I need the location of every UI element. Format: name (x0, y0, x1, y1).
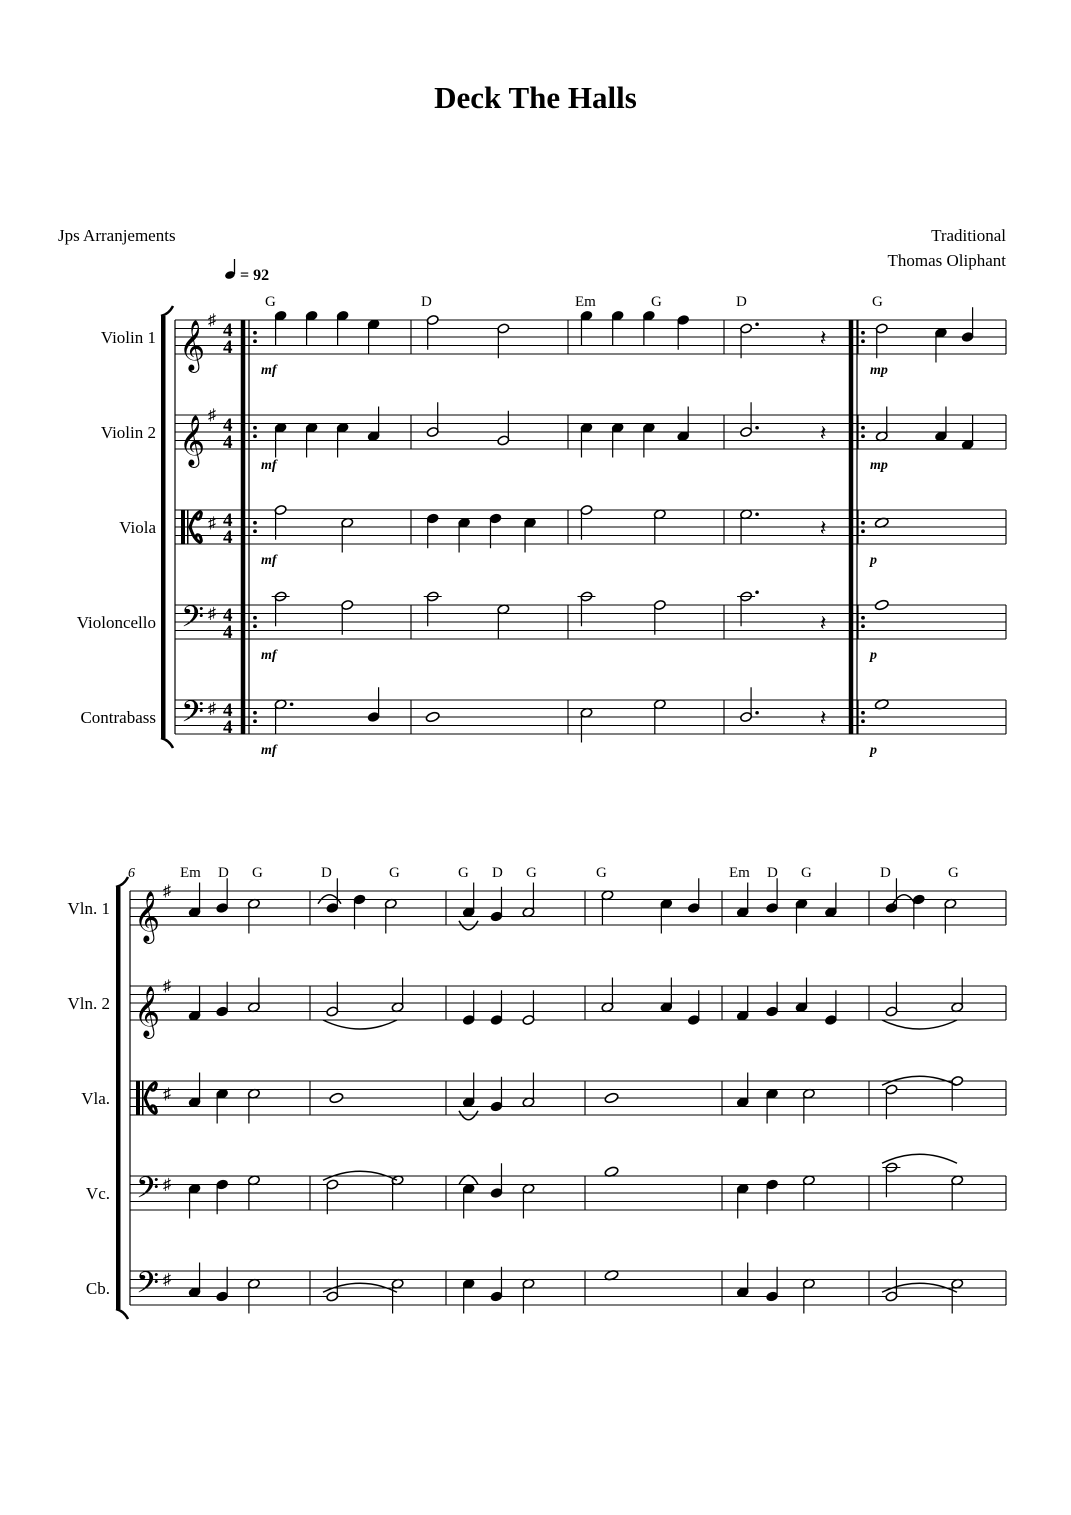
note (653, 599, 666, 634)
note (367, 687, 380, 722)
note (522, 1278, 535, 1313)
treble-clef-icon: 𝄞 (179, 416, 206, 465)
note (426, 314, 439, 349)
staff-4 (77, 590, 1006, 643)
repeat-dot (861, 711, 865, 715)
note (424, 591, 442, 626)
instrument-label: Violoncello (76, 613, 156, 632)
note (336, 422, 349, 457)
note (935, 407, 948, 442)
note (580, 422, 593, 457)
note (490, 1077, 503, 1112)
note (367, 407, 380, 442)
note (580, 504, 593, 539)
repeat-dot (861, 434, 865, 438)
note (329, 1092, 344, 1104)
time-sig-bottom: 4 (223, 337, 233, 358)
staff-5 (80, 687, 1006, 742)
note (912, 894, 925, 929)
bass-clef-icon: 𝄢 (136, 1266, 160, 1307)
note (462, 1073, 475, 1108)
instrument-label: Vla. (81, 1089, 110, 1108)
note (577, 591, 595, 626)
key-sharp-icon: ♯ (208, 700, 216, 718)
rest-icon: 𝄽 (819, 610, 827, 636)
time-sig-top: 4 (223, 415, 233, 436)
note (216, 1179, 229, 1214)
note (490, 1163, 503, 1198)
note (367, 319, 380, 354)
note (188, 1183, 201, 1218)
note (497, 604, 510, 639)
note (326, 982, 339, 1017)
note (188, 986, 201, 1021)
bracket-bottom (116, 1309, 128, 1319)
note (642, 422, 655, 457)
note (462, 1183, 475, 1218)
note (391, 1278, 404, 1313)
time-sig-top: 4 (223, 605, 233, 626)
dynamic-marking: mf (261, 743, 277, 758)
dynamic-marking: mf (261, 458, 277, 473)
note (426, 513, 439, 548)
note (875, 323, 888, 358)
key-sharp-icon: ♯ (208, 605, 216, 623)
note (736, 1183, 749, 1218)
note (802, 1175, 815, 1210)
repeat-dot (253, 339, 257, 343)
note (522, 883, 535, 918)
note (247, 1278, 260, 1313)
chord-symbol: G (651, 294, 662, 310)
dynamic-marking: p (870, 648, 877, 663)
staff-2 (68, 978, 1007, 1040)
note (802, 1278, 815, 1313)
note (426, 402, 439, 437)
quarter-rest (820, 516, 827, 541)
repeat-dot (861, 521, 865, 525)
time-sig-top: 4 (223, 700, 233, 721)
note (736, 986, 749, 1021)
arranger-credit: Jps Arranjements (58, 226, 176, 245)
chord-symbol: D (880, 865, 891, 881)
key-sharp-icon: ♯ (163, 1176, 171, 1194)
note (802, 1088, 815, 1123)
time-sig-bottom: 4 (223, 432, 233, 453)
note (216, 878, 229, 913)
repeat-dot (253, 331, 257, 335)
chord-symbol: G (252, 865, 263, 881)
note (490, 887, 503, 922)
note (951, 1175, 964, 1210)
measure-number: 6 (128, 866, 135, 881)
staff-3 (119, 504, 1006, 552)
note (188, 1073, 201, 1108)
note (736, 1073, 749, 1108)
dynamic-marking: mp (870, 458, 888, 473)
note (247, 1088, 260, 1123)
note (462, 883, 475, 918)
note (274, 504, 287, 539)
note (795, 978, 808, 1013)
score-title: Deck The Halls (434, 80, 637, 115)
chord-symbol: G (872, 294, 883, 310)
dynamic-marking: p (870, 743, 877, 758)
note (885, 1267, 898, 1302)
chord-symbol: D (218, 865, 229, 881)
note (580, 707, 593, 742)
repeat-dot (253, 711, 257, 715)
quarter-rest (820, 326, 827, 351)
note (935, 327, 948, 362)
bass-clef-icon: 𝄢 (181, 600, 205, 641)
chord-symbol: G (458, 865, 469, 881)
note (490, 1267, 503, 1302)
note (580, 310, 593, 345)
note (766, 1179, 779, 1214)
note (882, 1162, 900, 1197)
instrument-label: Cb. (85, 1279, 110, 1298)
dynamic-marking: mf (261, 648, 277, 663)
system-bracket (116, 887, 121, 1309)
note (885, 982, 898, 1017)
note (885, 878, 898, 913)
note (353, 894, 366, 929)
note (677, 314, 690, 349)
staff-5 (86, 1263, 1006, 1314)
bracket-top (161, 306, 173, 316)
key-sharp-icon: ♯ (163, 883, 171, 900)
note (737, 590, 759, 626)
note (874, 599, 889, 611)
note (951, 978, 964, 1013)
note (601, 890, 614, 925)
note (326, 1267, 339, 1302)
note (341, 599, 354, 634)
repeat-dot (861, 339, 865, 343)
bracket-bottom (161, 738, 173, 748)
note (611, 310, 624, 345)
instrument-label: Viola (119, 518, 156, 537)
chord-symbol: Em (180, 865, 201, 881)
slur (459, 1176, 478, 1185)
note (384, 898, 397, 933)
note (462, 1278, 475, 1313)
time-sig-top: 4 (223, 510, 233, 531)
repeat-dot (861, 616, 865, 620)
repeat-dot (861, 529, 865, 533)
treble-clef-icon: 𝄞 (134, 892, 161, 941)
rest-icon: 𝄽 (819, 705, 827, 731)
note (740, 509, 759, 544)
note (687, 878, 700, 913)
chord-symbol: G (596, 865, 607, 881)
chord-symbol: Em (729, 865, 750, 881)
note (795, 898, 808, 933)
note (687, 990, 700, 1025)
note (216, 982, 229, 1017)
note (522, 1073, 535, 1108)
note (740, 322, 759, 358)
dynamic-marking: mf (261, 553, 277, 568)
dynamic-marking: mf (261, 363, 277, 378)
chord-symbol: G (389, 865, 400, 881)
key-sharp-icon: ♯ (163, 978, 171, 995)
note (274, 310, 287, 345)
note (875, 407, 888, 442)
repeat-dot (253, 624, 257, 628)
note (660, 898, 673, 933)
note (961, 307, 974, 342)
time-sig-bottom: 4 (223, 622, 233, 643)
note (490, 990, 503, 1025)
dynamic-marking: mp (870, 363, 888, 378)
instrument-label: Contrabass (80, 708, 156, 727)
note (305, 422, 318, 457)
system-1 (77, 294, 1006, 758)
note (274, 699, 293, 734)
key-sharp-icon: ♯ (208, 312, 216, 329)
note (247, 978, 260, 1013)
repeat-dot (253, 426, 257, 430)
note (305, 310, 318, 345)
note (766, 878, 779, 913)
note (391, 1175, 404, 1210)
system-2 (68, 865, 1007, 1319)
time-sig-bottom: 4 (223, 527, 233, 548)
note (611, 422, 624, 457)
note (660, 978, 673, 1013)
repeat-dot (253, 616, 257, 620)
instrument-label: Vc. (85, 1184, 110, 1203)
time-sig-bottom: 4 (223, 717, 233, 738)
note (522, 990, 535, 1025)
chord-symbol: D (492, 865, 503, 881)
staff-4 (86, 1162, 1006, 1219)
slur (882, 1020, 957, 1029)
note (274, 422, 287, 457)
repeat-dot (861, 331, 865, 335)
chord-symbol: G (265, 294, 276, 310)
note (462, 990, 475, 1025)
note (604, 1092, 619, 1104)
rest-icon: 𝄽 (819, 515, 827, 541)
repeat-dot (861, 719, 865, 723)
chord-symbol: G (948, 865, 959, 881)
repeat-dot (253, 719, 257, 723)
note (736, 883, 749, 918)
chord-symbol: D (421, 294, 432, 310)
slur (882, 1154, 957, 1163)
note (885, 1084, 898, 1119)
key-sharp-icon: ♯ (163, 1085, 171, 1103)
chord-symbol: G (801, 865, 812, 881)
note (188, 1263, 201, 1298)
note (736, 1263, 749, 1298)
repeat-dot (861, 624, 865, 628)
staff-1 (68, 878, 1007, 944)
composer-credit: Traditional (931, 226, 1006, 245)
note (458, 517, 471, 552)
note (425, 711, 440, 723)
note (944, 898, 957, 933)
lyricist-credit: Thomas Oliphant (887, 251, 1006, 270)
note (247, 1175, 260, 1210)
slur (323, 1020, 397, 1029)
instrument-label: Violin 2 (100, 423, 156, 442)
dynamic-marking: p (870, 553, 877, 568)
note (216, 1267, 229, 1302)
note (216, 1088, 229, 1123)
bass-clef-icon: 𝄢 (181, 695, 205, 736)
note (766, 982, 779, 1017)
note (391, 978, 404, 1013)
chord-symbol: G (526, 865, 537, 881)
note (497, 323, 510, 358)
note (188, 883, 201, 918)
chord-symbol: D (321, 865, 332, 881)
rest-icon: 𝄽 (819, 420, 827, 446)
music-systems (68, 294, 1007, 1319)
note (524, 517, 537, 552)
note (601, 978, 614, 1013)
note (522, 1183, 535, 1218)
bass-clef-icon: 𝄢 (136, 1171, 160, 1212)
quarter-rest (820, 706, 827, 731)
chord-symbol: Em (575, 294, 596, 310)
instrument-label: Vln. 1 (67, 899, 110, 918)
note (766, 1267, 779, 1302)
note (642, 310, 655, 345)
repeat-dot (253, 434, 257, 438)
time-sig-top: 4 (223, 320, 233, 341)
rest-icon: 𝄽 (819, 325, 827, 351)
tempo-value: = 92 (240, 267, 270, 284)
chord-symbol: D (736, 294, 747, 310)
note (326, 1179, 339, 1214)
key-sharp-icon: ♯ (208, 514, 216, 532)
treble-clef-icon: 𝄞 (134, 987, 161, 1036)
repeat-dot (253, 529, 257, 533)
instrument-label: Vln. 2 (67, 994, 110, 1013)
note (272, 591, 290, 626)
note (824, 990, 837, 1025)
staff-3 (81, 1073, 1006, 1124)
key-sharp-icon: ♯ (163, 1271, 171, 1289)
note (766, 1088, 779, 1123)
quarter-rest (820, 611, 827, 636)
system-bracket (161, 316, 166, 738)
note (336, 310, 349, 345)
note (677, 407, 690, 442)
treble-clef-icon: 𝄞 (179, 321, 206, 370)
repeat-dot (861, 426, 865, 430)
bracket-top (116, 877, 128, 887)
key-sharp-icon: ♯ (208, 407, 216, 424)
repeat-dot (253, 521, 257, 525)
note (951, 1278, 964, 1313)
note (341, 517, 354, 552)
quarter-rest (820, 421, 827, 446)
note (653, 699, 666, 734)
note (489, 513, 502, 548)
note (961, 415, 974, 450)
note (247, 898, 260, 933)
instrument-label: Violin 1 (100, 328, 156, 347)
chord-symbol: D (767, 865, 778, 881)
note (824, 883, 837, 918)
tempo-marking (224, 259, 269, 284)
note (951, 1075, 964, 1110)
note (653, 509, 666, 544)
note (497, 411, 510, 446)
